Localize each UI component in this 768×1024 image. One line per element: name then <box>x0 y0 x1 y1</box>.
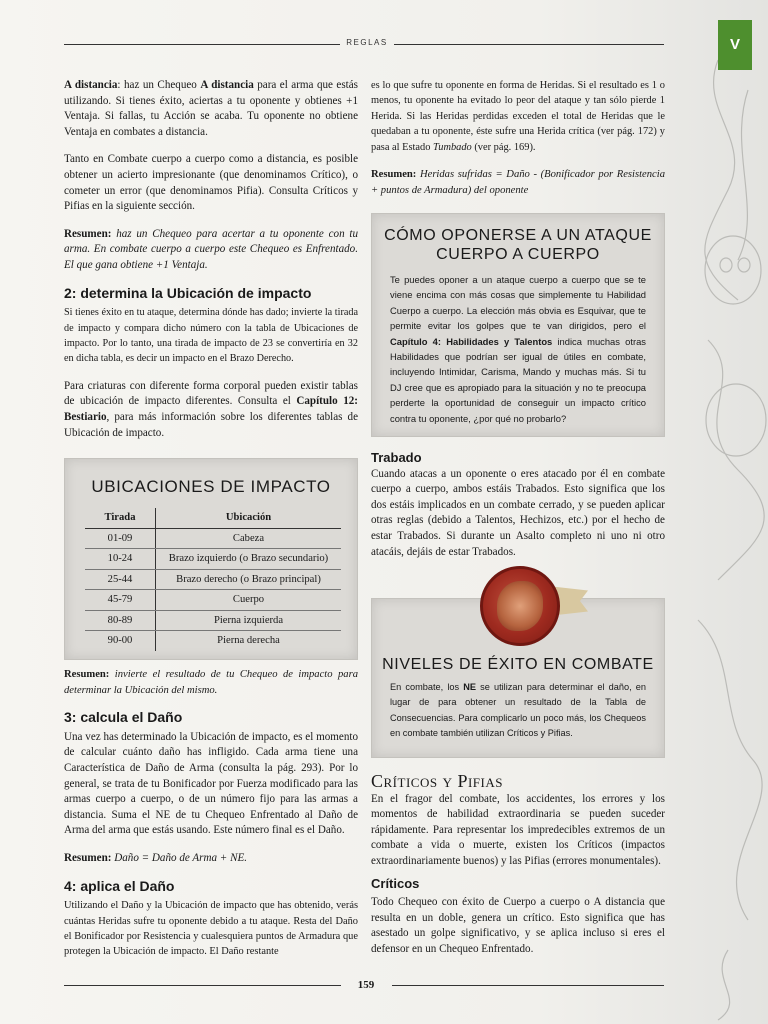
paragraph-criticos-intro: Tanto en Combate cuerpo a cuerpo como a distancia, es posible obtener un acierto impresionante (que denominamos Crítico), o cometer un error (que denominamos Pifia). Consulta Críticos y Pifias en la siguiente sección. <box>64 153 358 213</box>
header-rule-left <box>64 44 340 45</box>
paragraph-criticos-pifias: En el fragor del combate, los accidentes, los errores y los momentos de habilidad extraordinaria se pueden suceder rápidamente. Para representar los impredecibles extremos de un combate a vida o muerte, existen los Críticos (impactos extraordinariamente buenos) y las Pifias (errores monumentales). <box>371 792 665 867</box>
paragraph-trabado: Cuando atacas a un oponente o eres atacado por él en combate cuerpo a cuerpo, ambos estáis Trabados. Esto significa que los dos estáis implicados en un combate cerrado, y se pueden aplicar otras reglas (debido a Talentos, Hechizos, etc.) por el hecho de estar Trabados. Si durante un Asalto completo ni uno ni otro atacáis, dejáis de estar Trabados. <box>371 467 665 558</box>
page-number: 159 <box>357 979 375 991</box>
right-column-trabado <box>371 440 665 572</box>
footer-rule-right <box>392 985 664 986</box>
column-header-ubicacion: Ubicación <box>156 508 342 528</box>
footer-rule-left <box>64 985 341 986</box>
summary-1: Resumen: haz un Chequeo para acertar a tu oponente con tu arma. En combate cuerpo a cuerpo este Chequeo es Enfrentado. El que gana obtiene +1 Ventaja. <box>64 227 358 271</box>
criticos-pifias-heading: Críticos y Pifias <box>371 771 503 791</box>
summary-2: Resumen: invierte el resultado de tu Chequeo de impacto para determinar la Ubicación del mismo. <box>64 669 358 696</box>
trabado-heading: Trabado <box>371 450 422 465</box>
criticos-heading: Críticos <box>371 875 420 891</box>
table-header-row <box>85 508 341 528</box>
paragraph-a-distancia: A distancia: haz un Chequeo A distancia para el arma que estás utilizando. Si tienes éxito, aciertas a tu oponente y obtienes +1 Ventaja. Si fallas, tu Acción se acaba. Tu oponente no obtiene Ventaja en combates a distancia. <box>64 79 358 138</box>
table-row: 01-09 Cabeza <box>85 528 341 549</box>
decorative-border-art <box>658 0 768 1024</box>
step-2-heading: 2: determina la Ubicación de impacto <box>64 284 312 301</box>
table-row: 45-79 Cuerpo <box>85 590 341 611</box>
oppose-attack-title: CÓMO OPONERSE A UN ATAQUE CUERPO A CUERPO <box>384 227 652 263</box>
paragraph-calcula-dano: Una vez has determinado la Ubicación de impacto, es el momento de calcular cuánto daño has infligido. Cada arma tiene una Característica de Daño de Arma (consulta la pág. 293). Por lo general, se trata de tu Bonificador por Fuerza modificado para las armas cuerpo a cuerpo, o de un número fijo para las armas a distancia. Suma el NE de tu Chequeo Enfrentado al Daño de Arma del arma que estás usando. Este número final es el Daño. <box>64 730 358 837</box>
hit-location-table-title: UBICACIONES DE IMPACTO <box>91 477 331 496</box>
summary-heridas: Resumen: Heridas sufridas = Daño - (Bonificador por Resistencia + puntos de Armadura) del oponente <box>371 169 665 196</box>
step-3-heading: 3: calcula el Daño <box>64 709 183 726</box>
left-column-lower <box>64 667 358 972</box>
right-column-criticos <box>371 760 665 970</box>
column-header-tirada: Tirada <box>85 508 156 528</box>
hit-location-table <box>85 508 341 651</box>
left-column <box>64 78 358 453</box>
summary-3: Resumen: Daño = Daño de Arma + NE. <box>64 851 248 864</box>
header-rule-right <box>394 44 664 45</box>
wax-seal-emblem <box>480 566 560 646</box>
paragraph-ubicacion: Si tienes éxito en tu ataque, determina dónde has dado; invierte la tirada de impacto y compara dicho número con la tabla de Ubicaciones de impacto. Por lo tanto, una tirada de impacto de 23 se convertiría en 32 en dicha tabla, es decir un impacto en el Brazo Derecho. <box>64 307 358 365</box>
section-header: REGLAS <box>346 38 388 47</box>
step-4-heading: 4: aplica el Daño <box>64 877 175 894</box>
oppose-attack-body: Te puedes oponer a un ataque cuerpo a cuerpo que se te viene encima con más cosas que simplemente tu Habilidad Cuerpo a cuerpo. La elección más obvia es Esquivar, que te permite evitar los golpes que te van dirigidos, pero el Capítulo 4: Habilidades y Talentos indica muchas otras Habilidades que podrían ser igual de útiles en combate, incluyendo Intimidar, Carisma, Mando y muchas más. Si tu DJ cree que es apropiado para la situación y no te preocupa perderte la oportunidad de conseguir un impacto crítico contra tu oponente, ¿por qué no probarlo? <box>390 274 646 424</box>
table-row: 10-24 Brazo izquierdo (o Brazo secundario) <box>85 549 341 570</box>
success-levels-title: NIVELES DE ÉXITO EN COMBATE <box>382 656 654 673</box>
table-row: 80-89 Pierna izquierda <box>85 610 341 631</box>
success-levels-body: En combate, los NE se utilizan para determinar el daño, en lugar de para obtener un resultado de la Tabla de Consecuencias. Para complicarlo un poco más, los Chequeos en combate también utilizan Críticos y Pifias. <box>390 682 646 739</box>
paragraph-heridas: es lo que sufre tu oponente en forma de Heridas. Si el resultado es 1 o menos, tu oponente ha evitado lo peor del ataque y tan sólo pierde 1 Herida. Si las Heridas perdidas exceden el total de Heridas que le quedaban a tu oponente, éste sufre una Herida crítica (ver pág. 172) y pasa al Estado Tumbado (ver pág. 169). <box>371 80 665 153</box>
table-row: 25-44 Brazo derecho (o Brazo principal) <box>85 569 341 590</box>
paragraph-criticos: Todo Chequeo con éxito de Cuerpo a cuerpo o A distancia que resulta en un doble, genera un crítico. Esto significa que has asestado un golpe significativo, y se aplica incluso si eres el defensor en un Chequeo Enfrentado. <box>371 896 665 955</box>
right-column <box>371 78 665 210</box>
hit-location-table-box <box>64 458 358 660</box>
table-row: 90-00 Pierna derecha <box>85 631 341 651</box>
paragraph-criaturas: Para criaturas con diferente forma corporal pueden existir tablas de ubicación de impacto diferentes. Consulta el Capítulo 12: Bestiario, para más información sobre los diferentes tablas de Ubicación de impacto. <box>64 379 358 439</box>
paragraph-aplica-dano: Utilizando el Daño y la Ubicación de impacto que has obtenido, verás cuántas Heridas sufre tu oponente debido a tu ataque. Resta del Daño el Bonificador por Resistencia y cualesquiera puntos de Armadura que protegen la Ubicación de impacto. El Daño restante <box>64 900 358 958</box>
oppose-attack-box <box>371 213 665 437</box>
chapter-tab: V <box>718 20 752 70</box>
